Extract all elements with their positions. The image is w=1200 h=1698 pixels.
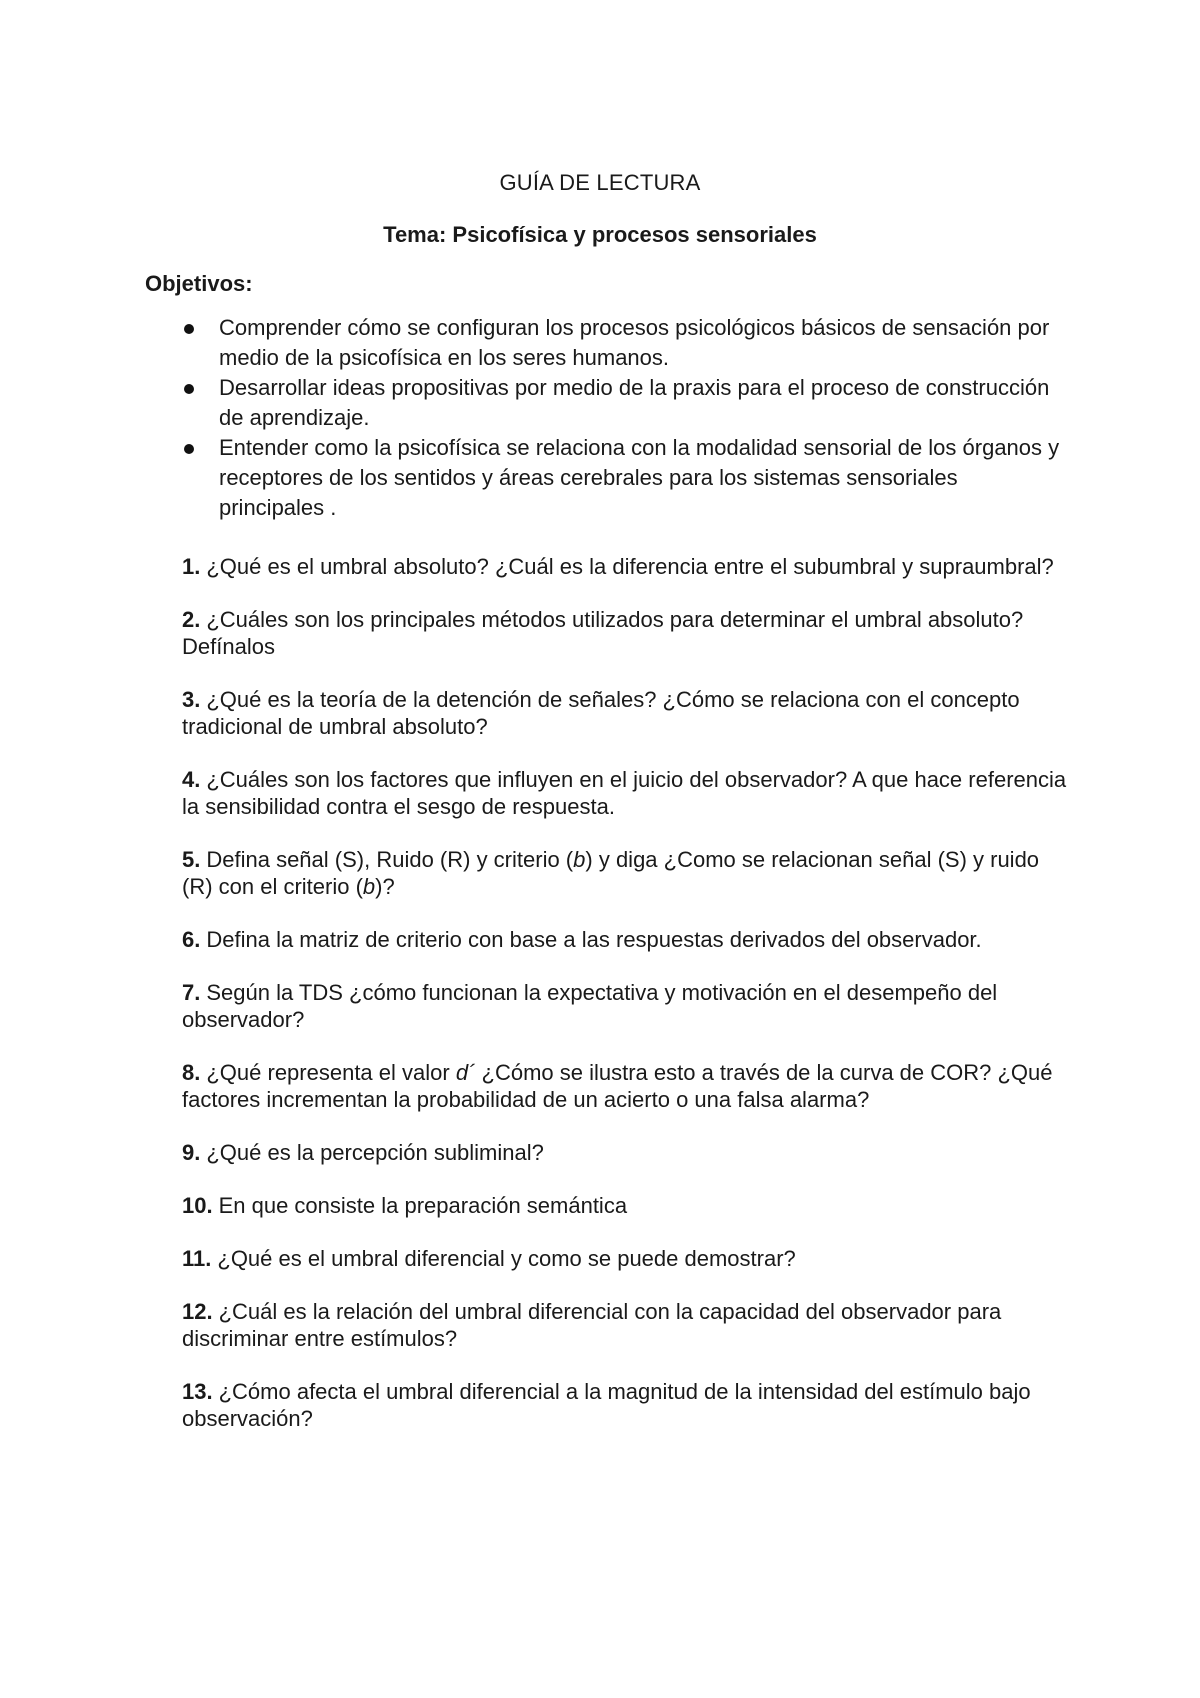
- question-item: [182, 553, 1072, 580]
- objectives-heading: Objetivos:: [145, 271, 253, 296]
- question-text-italic: b: [362, 874, 376, 899]
- question-number: 13.: [182, 1379, 213, 1404]
- document-subtitle: Tema: Psicofísica y procesos sensoriales: [383, 222, 817, 247]
- bullet-icon: [184, 384, 194, 394]
- questions-list: [182, 553, 1072, 1458]
- question-text: ¿Qué es la teoría de la detención de señales? ¿Cómo se relaciona con el concepto tradicional de umbral absoluto?: [182, 687, 1020, 739]
- question-number: 5.: [182, 847, 201, 872]
- question-number: 6.: [182, 927, 201, 952]
- question-text: En que consiste la preparación semántica: [218, 1193, 628, 1218]
- bullet-icon: [184, 444, 194, 454]
- question-item: [182, 1192, 1072, 1219]
- question-item: [182, 979, 1072, 1033]
- question-text: ¿Qué es el umbral diferencial y como se puede demostrar?: [217, 1246, 796, 1271]
- question-text: ¿Cuál es la relación del umbral diferencial con la capacidad del observador para discriminar entre estímulos?: [182, 1299, 1002, 1351]
- question-text: Defina la matriz de criterio con base a las respuestas derivados del observador.: [206, 927, 982, 952]
- question-number: 3.: [182, 687, 201, 712]
- question-item: [182, 1139, 1072, 1166]
- question-text-italic: b: [573, 847, 586, 872]
- question-item: [182, 1245, 1072, 1272]
- question-number: 9.: [182, 1140, 201, 1165]
- question-number: 11.: [182, 1246, 212, 1271]
- objective-text: Comprender cómo se configuran los procesos psicológicos básicos de sensación por medio de la psicofísica en los seres humanos.: [219, 315, 1050, 370]
- question-number: 1.: [182, 554, 201, 579]
- question-number: 7.: [182, 980, 201, 1005]
- question-number: 10.: [182, 1193, 213, 1218]
- objective-item: [182, 313, 1062, 373]
- question-text: Según la TDS ¿cómo funcionan la expectativa y motivación en el desempeño del observador?: [182, 980, 998, 1032]
- question-number: 12.: [182, 1299, 213, 1324]
- objective-item: [182, 373, 1062, 433]
- question-text-part: ) y diga ¿Como se relacionan señal (S) y ruido (R) con el criterio (: [182, 847, 1040, 899]
- question-number: 2.: [182, 607, 201, 632]
- document-title: GUÍA DE LECTURA: [499, 170, 701, 195]
- bullet-icon: [184, 324, 194, 334]
- question-text: ¿Qué es la percepción subliminal?: [206, 1140, 544, 1165]
- question-text: ¿Cuáles son los factores que influyen en el juicio del observador? A que hace referencia la sensibilidad contra el sesgo de respuesta.: [182, 767, 1067, 819]
- objective-text: Entender como la psicofísica se relaciona con la modalidad sensorial de los órganos y receptores de los sentidos y áreas cerebrales para los sistemas sensoriales principales .: [219, 435, 1060, 520]
- question-item: [182, 846, 1072, 900]
- question-item: [182, 766, 1072, 820]
- question-text-italic: d´: [455, 1060, 476, 1085]
- question-item: [182, 686, 1072, 740]
- question-text-part: ¿Qué representa el valor: [206, 1060, 456, 1085]
- question-number: 4.: [182, 767, 201, 792]
- question-item: [182, 1059, 1072, 1113]
- question-item: [182, 1378, 1072, 1432]
- question-number: 8.: [182, 1060, 201, 1085]
- question-text-part: )?: [375, 874, 395, 899]
- question-text: ¿Cuáles son los principales métodos utilizados para determinar el umbral absoluto? Defínalos: [182, 607, 1024, 659]
- objective-item: [182, 433, 1062, 523]
- question-item: [182, 926, 1072, 953]
- question-text: ¿Cómo afecta el umbral diferencial a la magnitud de la intensidad del estímulo bajo observación?: [182, 1379, 1031, 1431]
- question-text: ¿Qué es el umbral absoluto? ¿Cuál es la diferencia entre el subumbral y supraumbral?: [206, 554, 1054, 579]
- question-item: [182, 606, 1072, 660]
- question-text-part: ¿Cómo se ilustra esto a través de la curva de COR? ¿Qué factores incrementan la probabilidad de un acierto o una falsa alarma?: [182, 1060, 1053, 1112]
- question-text-part: Defina señal (S), Ruido (R) y criterio (: [206, 847, 574, 872]
- objectives-list: [182, 313, 1062, 523]
- question-item: [182, 1298, 1072, 1352]
- objective-text: Desarrollar ideas propositivas por medio de la praxis para el proceso de construcción de aprendizaje.: [219, 375, 1050, 430]
